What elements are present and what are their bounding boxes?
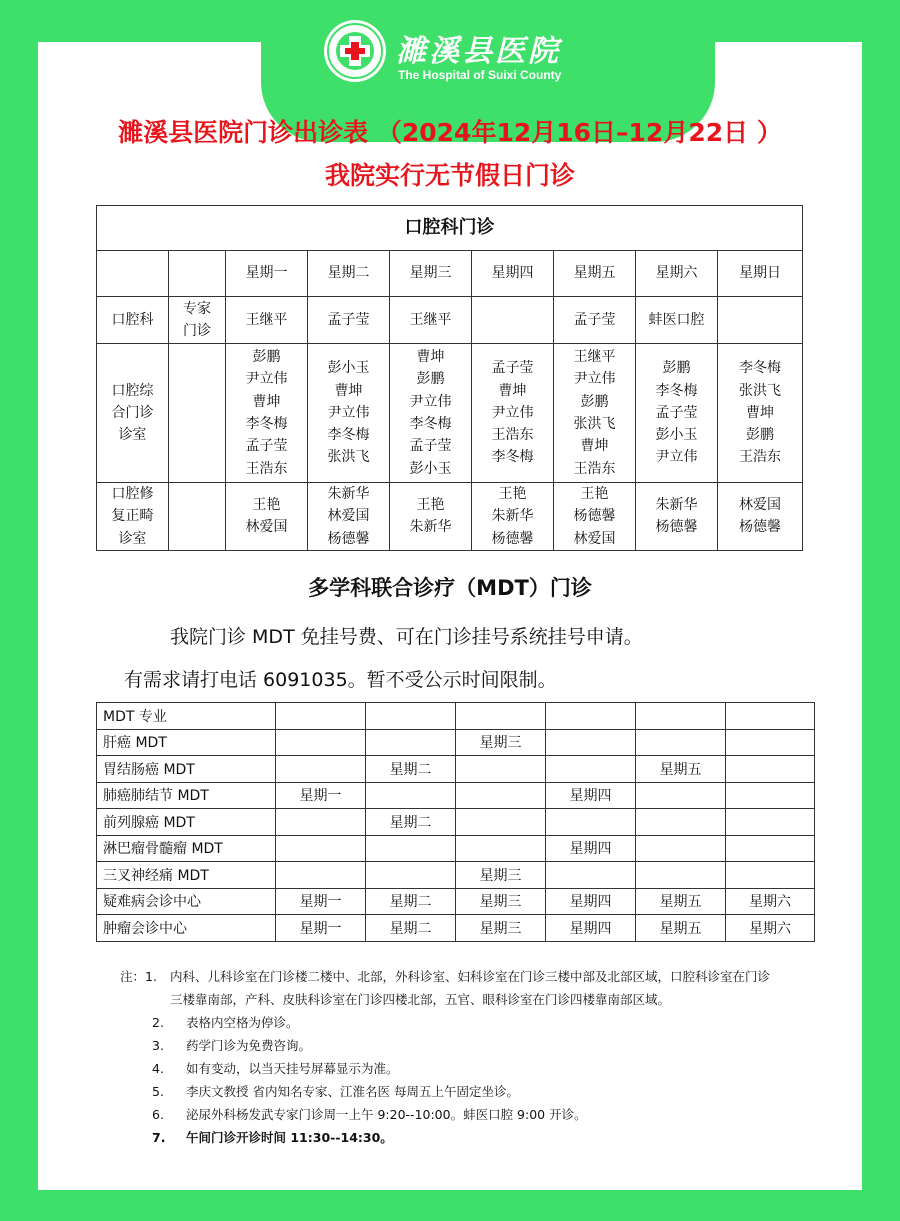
doctor-name: 林爱国 — [245, 519, 288, 536]
empty-cell — [97, 251, 169, 297]
mdt-day-cell — [276, 809, 366, 836]
empty-cell — [276, 703, 366, 730]
doctor-name: 王继平 — [573, 349, 616, 366]
note-text: 午间门诊开诊时间 11:30--14:30。 — [186, 1130, 393, 1145]
schedule-cell — [718, 483, 803, 551]
doctor-name: 王继平 — [245, 311, 288, 328]
doctor-name: 孟子莹 — [491, 360, 534, 377]
note-item — [120, 1011, 780, 1034]
mdt-day-cell — [726, 756, 815, 783]
mdt-specialty: 三叉神经痛 MDT — [97, 862, 276, 889]
day-header: 星期三 — [390, 251, 472, 297]
hospital-logo — [322, 18, 582, 88]
doctor-name: 尹立伟 — [245, 371, 288, 388]
doctor-name: 王浩东 — [739, 449, 781, 466]
mdt-day-cell — [726, 729, 815, 756]
mdt-specialty: 疑难病会诊中心 — [97, 888, 276, 915]
empty-cell — [366, 703, 456, 730]
doctor-name: 李冬梅 — [327, 427, 370, 444]
mdt-row — [97, 862, 815, 889]
note-item — [120, 1080, 780, 1103]
doctor-name: 复正畸 — [111, 508, 154, 525]
schedule-cell — [390, 297, 472, 344]
schedule-cell — [308, 483, 390, 551]
mdt-table — [96, 702, 815, 942]
empty-cell — [636, 703, 726, 730]
note-text: 如有变动，以当天挂号屏幕显示为准。 — [186, 1061, 399, 1076]
mdt-info-line-1: 我院门诊 MDT 免挂号费、可在门诊挂号系统挂号申请。 — [170, 626, 643, 648]
note-item — [120, 1057, 780, 1080]
type-cell — [169, 344, 226, 483]
mdt-day-cell: 星期六 — [726, 888, 815, 915]
doctor-name: 尹立伟 — [409, 393, 452, 410]
oral-days-row — [97, 251, 803, 297]
mdt-day-cell: 星期三 — [456, 915, 546, 942]
doctor-name: 彭鹏 — [252, 349, 281, 366]
mdt-day-cell: 星期二 — [366, 915, 456, 942]
empty-cell — [546, 703, 636, 730]
doctor-name: 彭鹏 — [416, 371, 445, 388]
day-header: 星期六 — [636, 251, 718, 297]
mdt-title: 多学科联合诊疗（MDT）门诊 — [308, 576, 592, 600]
doctor-name: 杨德馨 — [573, 508, 616, 525]
doctor-name: 王浩东 — [573, 460, 616, 477]
note-item — [120, 965, 780, 1011]
doctor-name: 孟子莹 — [409, 438, 452, 455]
mdt-day-cell — [456, 782, 546, 809]
mdt-day-cell: 星期五 — [636, 888, 726, 915]
schedule-cell — [226, 483, 308, 551]
note-text: 李庆文教授 省内知名专家、江淮名医 每周五上午固定坐诊。 — [186, 1084, 519, 1099]
schedule-cell — [554, 297, 636, 344]
mdt-day-cell: 星期四 — [546, 915, 636, 942]
schedule-cell — [636, 344, 718, 483]
mdt-row — [97, 915, 815, 942]
doctor-name: 王艳 — [252, 497, 281, 514]
schedule-cell — [718, 297, 803, 344]
hospital-seal-icon — [322, 18, 388, 84]
mdt-day-cell: 星期五 — [636, 915, 726, 942]
mdt-specialty: 胃结肠癌 MDT — [97, 756, 276, 783]
mdt-row — [97, 782, 815, 809]
doctor-name: 王艳 — [498, 486, 527, 502]
doctor-name: 孟子莹 — [655, 404, 698, 421]
doctor-name: 彭小玉 — [327, 360, 370, 377]
doctor-name: 王艳 — [416, 497, 445, 514]
schedule-cell — [472, 297, 554, 344]
note-item — [120, 1103, 780, 1126]
logo-name-cn: 濉溪县医院 — [396, 34, 561, 69]
mdt-day-cell: 星期四 — [546, 782, 636, 809]
mdt-day-cell — [456, 835, 546, 862]
doctor-name: 孟子莹 — [573, 311, 616, 328]
doctor-name: 杨德馨 — [327, 530, 370, 547]
doctor-name: 李冬梅 — [739, 360, 781, 377]
schedule-cell — [226, 297, 308, 344]
mdt-day-cell — [636, 782, 726, 809]
doctor-name: 李冬梅 — [245, 416, 288, 432]
schedule-cell — [308, 297, 390, 344]
doctor-name: 王继平 — [409, 311, 452, 328]
mdt-row — [97, 888, 815, 915]
mdt-day-cell — [726, 862, 815, 889]
note-number: 7. — [152, 1130, 166, 1145]
doctor-name: 朱新华 — [655, 497, 698, 514]
note-text: 泌尿外科杨发武专家门诊周一上午 9:20--10:00。蚌医口腔 9:00 开诊。 — [186, 1107, 587, 1122]
mdt-day-cell — [636, 809, 726, 836]
oral-row-general — [97, 344, 803, 483]
note-number: 4. — [152, 1061, 164, 1076]
doctor-name: 门诊 — [183, 323, 211, 339]
doctor-name: 曹坤 — [416, 349, 445, 366]
schedule-cell — [554, 483, 636, 551]
type-cell — [169, 297, 226, 344]
mdt-day-cell: 星期四 — [546, 835, 636, 862]
day-header: 星期一 — [226, 251, 308, 297]
empty-cell — [169, 251, 226, 297]
schedule-cell — [554, 344, 636, 483]
mdt-day-cell — [636, 862, 726, 889]
day-header: 星期四 — [472, 251, 554, 297]
mdt-day-cell — [636, 835, 726, 862]
mdt-day-cell — [546, 756, 636, 783]
note-text: 药学门诊为免费咨询。 — [186, 1038, 312, 1053]
mdt-day-cell: 星期一 — [276, 915, 366, 942]
mdt-header-row — [97, 703, 815, 730]
doctor-name: 曹坤 — [580, 438, 609, 455]
doctor-name: 张洪飞 — [327, 449, 370, 466]
schedule-cell — [636, 297, 718, 344]
mdt-day-cell — [276, 835, 366, 862]
note-number: 3. — [152, 1038, 164, 1053]
schedule-cell — [390, 483, 472, 551]
doctor-name: 李冬梅 — [655, 382, 698, 399]
note-number: 5. — [152, 1084, 164, 1099]
doctor-name: 专家 — [183, 300, 211, 317]
note-item — [120, 1034, 780, 1057]
doctor-name: 张洪飞 — [739, 382, 781, 399]
doctor-name: 孟子莹 — [245, 438, 288, 455]
doctor-name: 诊室 — [118, 530, 147, 547]
note-text: 内科、儿科诊室在门诊楼二楼中、北部，外科诊室、妇科诊室在门诊三楼中部及北部区域，口腔科诊室在门诊三楼靠南部，产科、皮肤科诊室在门诊四楼北部，五官、眼科诊室在门诊四楼靠南部区域。 — [170, 969, 771, 1007]
doctor-name: 彭小玉 — [655, 427, 698, 444]
doctor-name: 朱新华 — [327, 486, 370, 502]
doctor-name: 彭鹏 — [580, 393, 609, 410]
doctor-name: 朱新华 — [491, 508, 534, 525]
mdt-day-cell: 星期二 — [366, 809, 456, 836]
doctor-name: 朱新华 — [409, 519, 452, 536]
oral-row-expert — [97, 297, 803, 344]
mdt-day-cell — [726, 782, 815, 809]
doctor-name: 曹坤 — [746, 404, 774, 421]
doctor-name: 杨德馨 — [655, 519, 698, 536]
doctor-name: 合门诊 — [111, 404, 154, 421]
mdt-specialty: 肝癌 MDT — [97, 729, 276, 756]
doctor-name: 林爱国 — [573, 530, 616, 547]
doctor-name: 张洪飞 — [573, 416, 616, 432]
mdt-day-cell — [276, 862, 366, 889]
mdt-day-cell: 星期一 — [276, 782, 366, 809]
doctor-name: 王浩东 — [245, 460, 288, 477]
page-title: 濉溪县医院门诊出诊表 （2024年12月16日–12月22日 ） — [118, 118, 782, 147]
doctor-name: 口腔综 — [111, 382, 154, 399]
mdt-specialty: 前列腺癌 MDT — [97, 809, 276, 836]
day-header: 星期日 — [718, 251, 803, 297]
schedule-cell — [226, 344, 308, 483]
doctor-name: 尹立伟 — [327, 404, 370, 421]
mdt-row — [97, 809, 815, 836]
mdt-day-cell — [546, 729, 636, 756]
mdt-day-cell: 星期一 — [276, 888, 366, 915]
doctor-name: 林爱国 — [327, 508, 370, 525]
oral-row-prosth — [97, 483, 803, 551]
doctor-name: 曹坤 — [498, 382, 527, 399]
mdt-day-cell — [366, 835, 456, 862]
mdt-day-cell — [636, 729, 726, 756]
doctor-name: 蚌医口腔 — [648, 311, 705, 328]
day-header: 星期二 — [308, 251, 390, 297]
doctor-name: 诊室 — [118, 427, 147, 444]
mdt-day-cell — [726, 809, 815, 836]
mdt-info-line-2: 有需求请打电话 6091035。暂不受公示时间限制。 — [124, 669, 557, 691]
mdt-specialty: 肺癌肺结节 MDT — [97, 782, 276, 809]
doctor-name: 尹立伟 — [491, 404, 534, 421]
schedule-cell — [636, 483, 718, 551]
schedule-cell — [308, 344, 390, 483]
mdt-day-cell — [456, 756, 546, 783]
note-item — [120, 1126, 780, 1149]
note-number: 注：1. — [120, 969, 157, 984]
mdt-day-cell — [456, 809, 546, 836]
mdt-day-cell — [726, 835, 815, 862]
mdt-day-cell: 星期二 — [366, 756, 456, 783]
doctor-name: 王浩东 — [491, 427, 534, 444]
doctor-name: 李冬梅 — [491, 449, 534, 466]
mdt-row — [97, 729, 815, 756]
doctor-name: 王艳 — [580, 486, 609, 502]
note-text: 表格内空格为停诊。 — [186, 1015, 299, 1030]
mdt-day-cell: 星期五 — [636, 756, 726, 783]
mdt-specialty: 淋巴瘤骨髓瘤 MDT — [97, 835, 276, 862]
doctor-name: 尹立伟 — [573, 371, 616, 388]
empty-cell — [726, 703, 815, 730]
doctor-name: 林爱国 — [739, 497, 781, 514]
type-cell — [169, 483, 226, 551]
oral-table-title: 口腔科门诊 — [97, 206, 803, 251]
mdt-specialty: 肿瘤会诊中心 — [97, 915, 276, 942]
doctor-name: 杨德馨 — [739, 519, 781, 536]
mdt-day-cell — [366, 782, 456, 809]
mdt-day-cell: 星期六 — [726, 915, 815, 942]
mdt-day-cell: 星期三 — [456, 729, 546, 756]
mdt-day-cell: 星期三 — [456, 862, 546, 889]
mdt-day-cell — [366, 862, 456, 889]
mdt-day-cell — [366, 729, 456, 756]
doctor-name: 尹立伟 — [655, 449, 698, 466]
doctor-name: 孟子莹 — [327, 311, 370, 328]
schedule-cell — [472, 344, 554, 483]
schedule-cell — [390, 344, 472, 483]
note-number: 6. — [152, 1107, 164, 1122]
schedule-cell — [472, 483, 554, 551]
doctor-name: 李冬梅 — [409, 416, 452, 432]
page-subtitle: 我院实行无节假日门诊 — [324, 161, 575, 190]
doctor-name: 彭鹏 — [746, 427, 774, 444]
doctor-name: 口腔科 — [111, 311, 154, 328]
doctor-name: 杨德馨 — [491, 530, 534, 547]
doctor-name: 口腔修 — [111, 486, 154, 502]
mdt-day-cell: 星期二 — [366, 888, 456, 915]
mdt-day-cell — [546, 862, 636, 889]
mdt-row — [97, 756, 815, 783]
mdt-day-cell — [546, 809, 636, 836]
dept-cell — [97, 344, 169, 483]
dept-cell — [97, 297, 169, 344]
mdt-day-cell — [276, 729, 366, 756]
mdt-row — [97, 835, 815, 862]
logo-name-en: The Hospital of Suixi County — [398, 68, 562, 82]
dept-cell — [97, 483, 169, 551]
empty-cell — [456, 703, 546, 730]
doctor-name: 彭鹏 — [662, 360, 691, 377]
mdt-day-cell — [276, 756, 366, 783]
notes-section — [120, 965, 780, 1149]
schedule-cell — [718, 344, 803, 483]
note-number: 2. — [152, 1015, 164, 1030]
mdt-day-cell: 星期三 — [456, 888, 546, 915]
doctor-name: 曹坤 — [334, 382, 363, 399]
day-header: 星期五 — [554, 251, 636, 297]
doctor-name: 曹坤 — [252, 393, 281, 410]
oral-schedule-table — [96, 205, 803, 551]
mdt-day-cell: 星期四 — [546, 888, 636, 915]
doctor-name: 彭小玉 — [409, 460, 452, 477]
mdt-header-cell: MDT 专业 — [97, 703, 276, 730]
